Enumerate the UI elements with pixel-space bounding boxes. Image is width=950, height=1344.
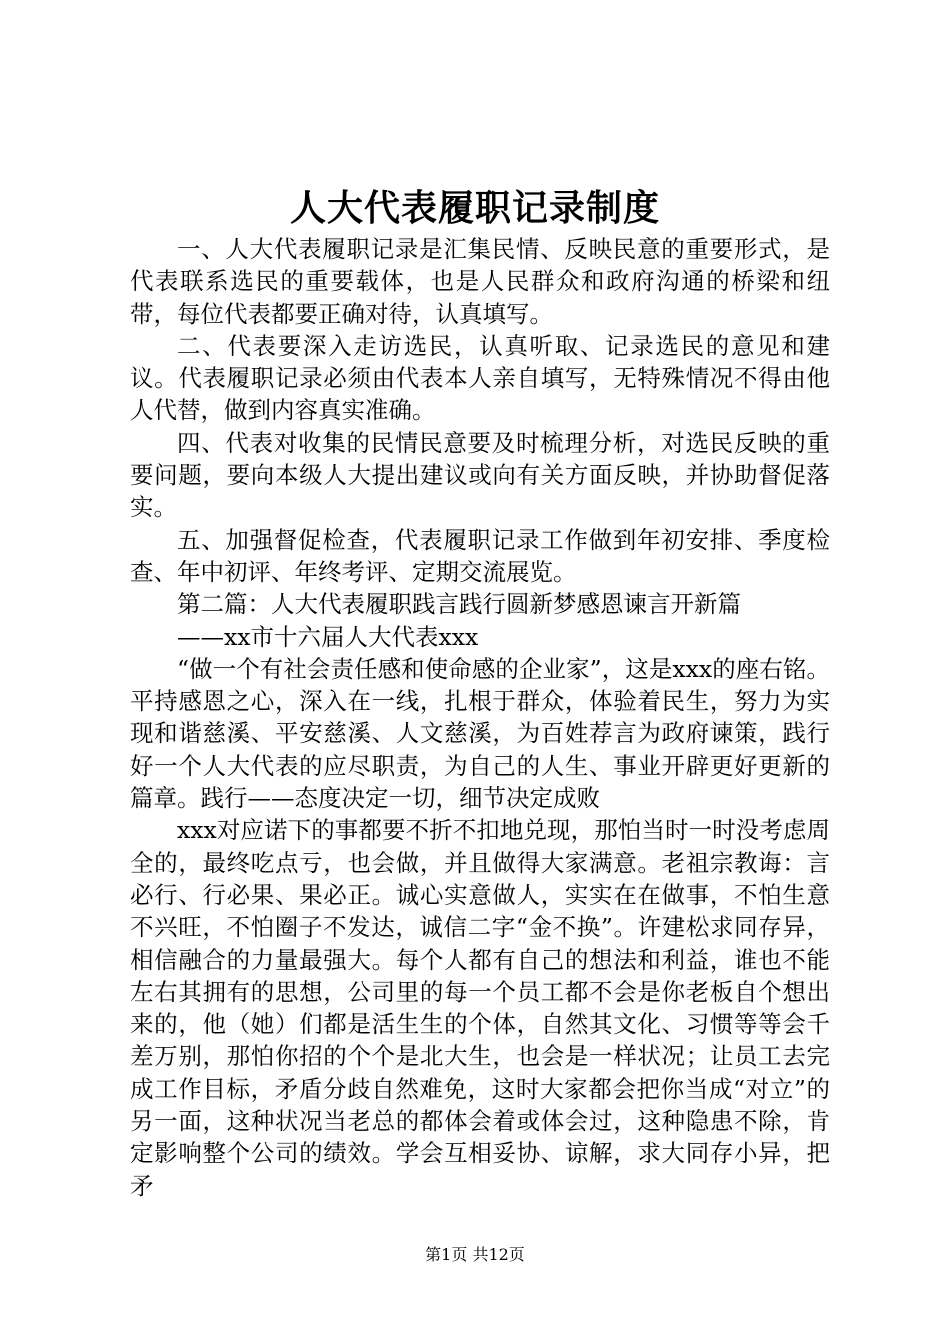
- paragraph-1: 一、人大代表履职记录是汇集民情、反映民意的重要形式，是代表联系选民的重要载体，也是人民群众和政府沟通的桥梁和纽带，每位代表都要正确对待，认真填写。: [130, 235, 830, 328]
- paragraph-6: xxx对应诺下的事都要不折不扣地兑现，那怕当时一时没考虑周全的，最终吃点亏，也会做，并且做得大家满意。老祖宗教诲：言必行、行必果、果必正。诚心实意做人，实实在在做事，不怕生意不兴旺，不怕圈子不发达，诚信二字“金不换”。许建松求同存异，相信融合的力量最强大。每个人都有自己的想法和利益，谁也不能左右其拥有的思想，公司里的每一个员工都不会是你老板自个想出来的，他（她）们都是活生生的个体，自然其文化、习惯等等会千差万别，那怕你招的个个是北大生，也会是一样状况；让员工去完成工作目标，矛盾分歧自然难免，这时大家都会把你当成“对立”的另一面，这种状况当老总的都体会着或体会过，这种隐患不除，肯定影响整个公司的绩效。学会互相妥协、谅解，求大同存小异，把矛: [130, 816, 830, 1200]
- document-title: 人大代表履职记录制度: [289, 187, 660, 229]
- page-number-footer: 第1页 共12页: [425, 1245, 525, 1264]
- paragraph-2: 二、代表要深入走访选民，认真听取、记录选民的意见和建议。代表履职记录必须由代表本人亲自填写，无特殊情况不得由他人代替，做到内容真实准确。: [130, 331, 830, 425]
- paragraph-5: “做一个有社会责任感和使命感的企业家”，这是xxx的座右铭。平持感恩之心，深入在一线，扎根于群众，体验着民生，努力为实现和谐慈溪、平安慈溪、人文慈溪，为百姓荐言为政府谏策，践行好一个人大代表的应尽职责，为自己的人生、事业开辟更好更新的篇章。践行——态度决定一切，细节决定成败: [130, 654, 830, 813]
- section-heading: 第二篇：人大代表履职践言践行圆新梦感恩谏言开新篇: [177, 590, 741, 619]
- paragraph-3: 四、代表对收集的民情民意要及时梳理分析，对选民反映的重要问题，要向本级人大提出建议或向有关方面反映，并协助督促落实。: [130, 428, 830, 522]
- section-byline: ——xx市十六届人大代表xxx: [177, 622, 479, 651]
- document-body: [130, 233, 830, 1202]
- paragraph-4: 五、加强督促检查，代表履职记录工作做到年初安排、季度检查、年中初评、年终考评、定期交流展览。: [130, 525, 830, 586]
